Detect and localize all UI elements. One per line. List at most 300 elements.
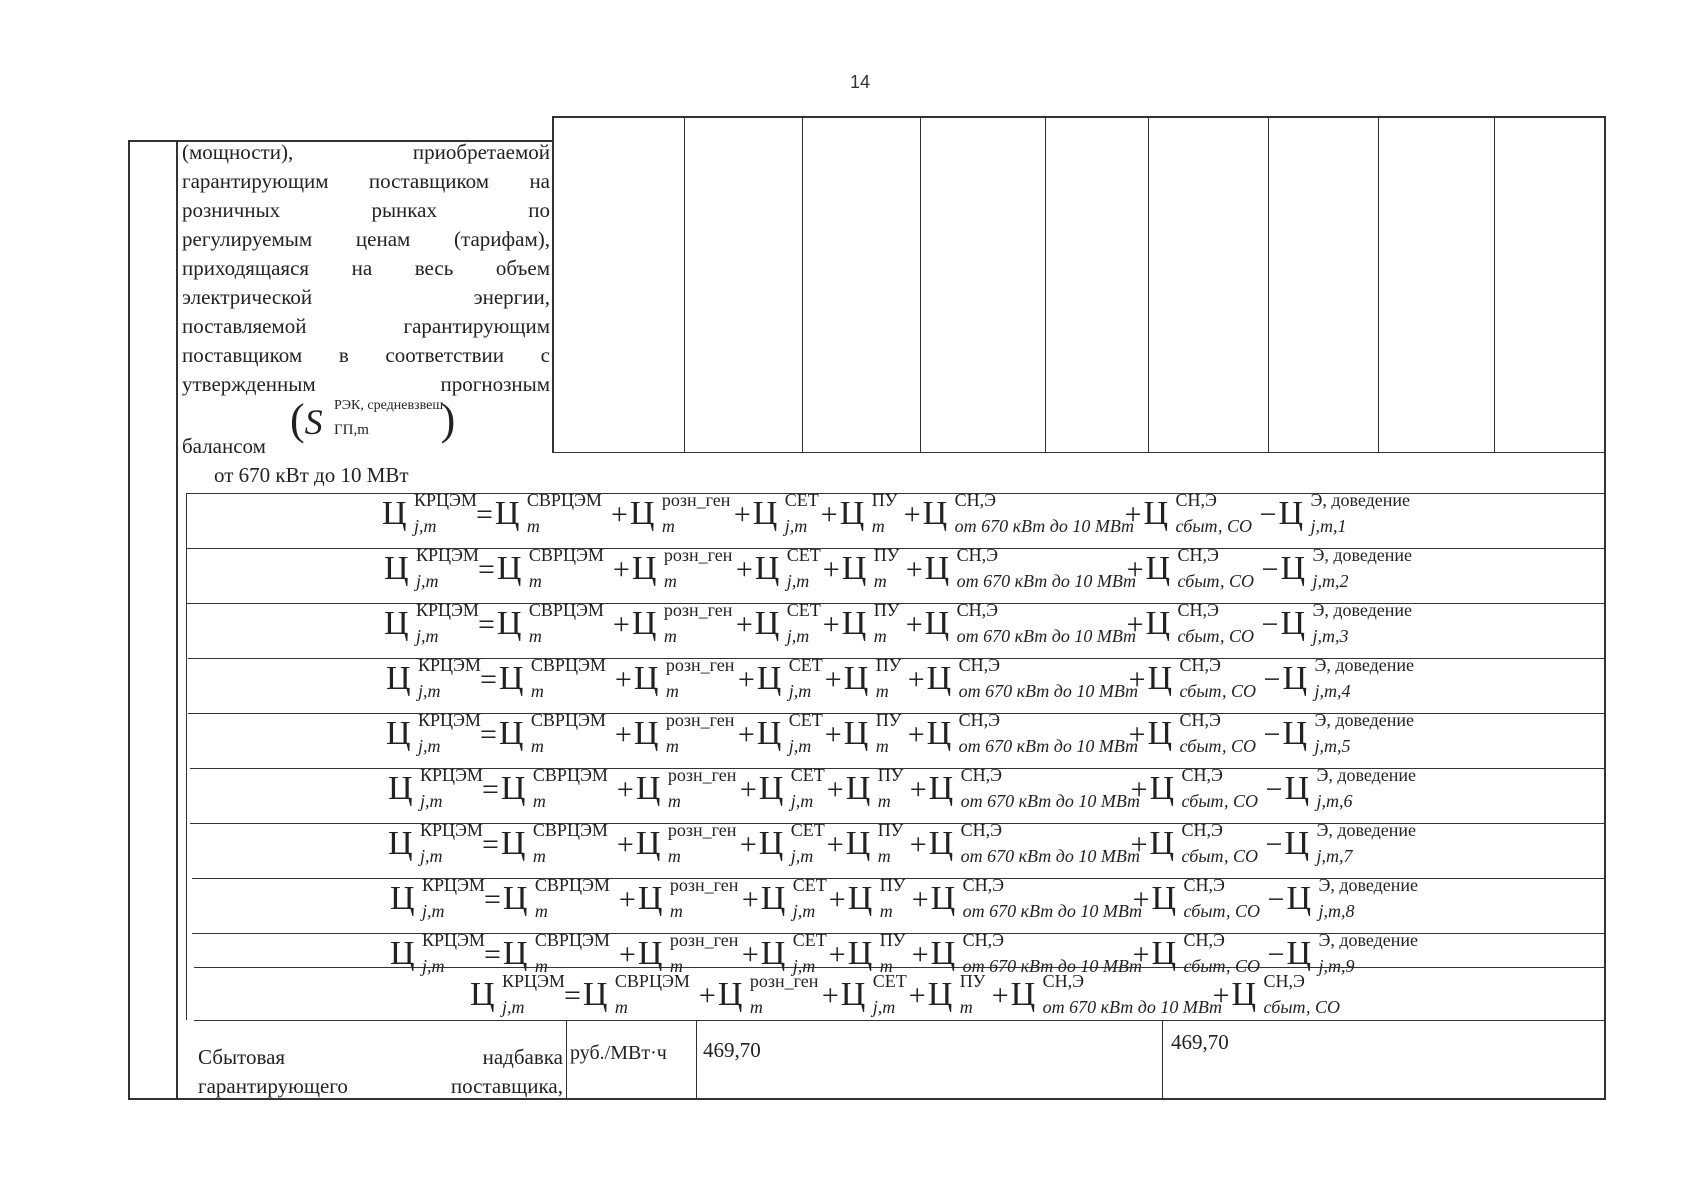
term-dovedenie-base: Ц (1278, 495, 1304, 532)
term-sn-e-base: Ц (924, 550, 950, 587)
formula-row (390, 930, 1419, 976)
term-dovedenie-sup: Э, доведение (1318, 875, 1419, 895)
term-pu-sup: ПУ (959, 971, 986, 991)
plus-sign: + (909, 773, 927, 806)
lhs-term-sub: j,m (422, 901, 445, 921)
term-svrcem (498, 710, 606, 756)
term-pu-sub: m (873, 571, 887, 591)
plus-sign: + (824, 663, 842, 696)
subhead: от 670 кВт до 10 МВт (214, 463, 409, 487)
term-svrcem-sub: m (530, 736, 544, 756)
term-sn-e-base: Ц (928, 825, 954, 862)
term-rozn-gen (635, 765, 737, 811)
plus-sign: + (612, 608, 630, 641)
term-svrcem-sup: СВРЦЭМ (534, 930, 610, 950)
plus-sign: + (616, 828, 634, 861)
formula-row (382, 490, 1411, 536)
term-sbyt-so (1145, 600, 1254, 646)
plus-sign: + (737, 718, 755, 751)
term-svrcem-sub: m (534, 956, 548, 976)
term-svrcem-sub: m (532, 791, 546, 811)
lhs-term-base: Ц (382, 495, 407, 532)
term-dovedenie-base: Ц (1286, 935, 1312, 972)
term-sn-e-sup: СН,Э (962, 930, 1004, 950)
term-rozn-gen-base: Ц (633, 660, 659, 697)
term-svrcem-sub: m (534, 901, 548, 921)
term-dovedenie-sub: j,m,8 (1318, 901, 1355, 921)
plus-sign: + (911, 883, 929, 916)
term-pu-base: Ц (847, 880, 873, 917)
term-rozn-gen (633, 655, 735, 701)
term-sbyt-so (1231, 971, 1340, 1017)
term-pu-base: Ц (839, 495, 865, 532)
term-pu (843, 655, 902, 701)
term-pu-base: Ц (843, 715, 869, 752)
description-line: электрической энергии, (182, 285, 550, 309)
plus-sign: + (1128, 663, 1146, 696)
term-sn-e-base: Ц (930, 935, 956, 972)
lhs-term-base: Ц (384, 550, 409, 587)
term-sbyt-so-sub: сбыт, СО (1177, 626, 1254, 646)
plus-sign: + (909, 828, 927, 861)
term-rozn-gen-base: Ц (635, 825, 661, 862)
term-set-sup: СЕТ (788, 710, 823, 730)
term-rozn-gen-sup: розн_ген (749, 971, 819, 991)
plus-sign: + (1130, 773, 1148, 806)
term-set-sup: СЕТ (786, 545, 821, 565)
term-dovedenie (1278, 490, 1411, 536)
term-svrcem-sup: СВРЦЭМ (528, 545, 604, 565)
term-rozn-gen-base: Ц (631, 550, 657, 587)
term-set (758, 765, 825, 811)
plus-sign: + (907, 718, 925, 751)
plus-sign: + (1126, 608, 1144, 641)
term-rozn-gen-base: Ц (631, 605, 657, 642)
term-set-sup: СЕТ (872, 971, 907, 991)
term-rozn-gen (631, 545, 733, 591)
term-svrcem (496, 545, 604, 591)
term-sn-e-sup: СН,Э (960, 765, 1002, 785)
plus-sign: + (828, 938, 846, 971)
lhs-term-base: Ц (386, 715, 411, 752)
plus-sign: + (1132, 938, 1150, 971)
term-pu-base: Ц (841, 550, 867, 587)
term-pu-sup: ПУ (873, 545, 900, 565)
term-rozn-gen-sub: m (667, 846, 681, 866)
term-rozn-gen-sub: m (665, 681, 679, 701)
term-sbyt-so-sup: СН,Э (1181, 820, 1223, 840)
plus-sign: + (614, 718, 632, 751)
term-dovedenie-sup: Э, доведение (1316, 765, 1417, 785)
term-sbyt-so-sup: СН,Э (1179, 710, 1221, 730)
term-dovedenie-base: Ц (1286, 880, 1312, 917)
term-set-sup: СЕТ (784, 490, 819, 510)
term-svrcem-sup: СВРЦЭМ (526, 490, 602, 510)
term-sn-e (926, 655, 1139, 701)
term-rozn-gen-sub: m (663, 626, 677, 646)
term-sn-e (926, 710, 1139, 756)
plus-sign: + (741, 883, 759, 916)
term-svrcem-sup: СВРЦЭМ (614, 971, 690, 991)
term-svrcem (500, 765, 608, 811)
term-sbyt-so (1143, 490, 1252, 536)
last-row-label-line: Сбытовая надбавка (198, 1045, 563, 1069)
term-sn-e-sup: СН,Э (958, 655, 1000, 675)
term-rozn-gen-base: Ц (635, 770, 661, 807)
term-rozn-gen (717, 971, 819, 1017)
plus-sign: + (1124, 498, 1142, 531)
term-set-sub: j,m (792, 901, 816, 921)
term-sbyt-so-sup: СН,Э (1177, 545, 1219, 565)
plus-sign: + (908, 979, 926, 1012)
term-sn-e-sup: СН,Э (960, 820, 1002, 840)
lhs-term-sup: КРЦЭМ (420, 820, 483, 840)
term-pu-sup: ПУ (875, 710, 902, 730)
term-set-sub: j,m (792, 956, 816, 976)
lhs-term (470, 971, 565, 1017)
term-svrcem-sub: m (530, 681, 544, 701)
term-svrcem (500, 820, 608, 866)
lhs-term-sup: КРЦЭМ (418, 710, 481, 730)
term-dovedenie-sup: Э, доведение (1314, 710, 1415, 730)
term-sbyt-so-sup: СН,Э (1177, 600, 1219, 620)
lhs-term-sub: j,m (502, 997, 525, 1017)
lhs-term-sub: j,m (420, 791, 443, 811)
term-sn-e-sub: от 670 кВт до 10 МВт (960, 791, 1141, 811)
formula-row (470, 971, 1348, 1017)
balance-word: балансом (182, 434, 266, 458)
plus-sign: + (610, 498, 628, 531)
term-sn-e-sup: СН,Э (956, 600, 998, 620)
term-rozn-gen-sup: розн_ген (669, 930, 739, 950)
term-set-base: Ц (754, 550, 780, 587)
term-sn-e-base: Ц (930, 880, 956, 917)
term-pu (847, 930, 906, 976)
equals-sign: = (482, 773, 499, 806)
lhs-term-sup: КРЦЭМ (422, 930, 485, 950)
term-sn-e-sub: от 670 кВт до 10 МВт (962, 956, 1143, 976)
term-rozn-gen-sup: розн_ген (669, 875, 739, 895)
term-pu-sup: ПУ (879, 875, 906, 895)
term-pu-sup: ПУ (879, 930, 906, 950)
plus-sign: + (820, 498, 838, 531)
term-set-sub: j,m (784, 516, 808, 536)
term-pu-base: Ц (841, 605, 867, 642)
minus-sign: − (1259, 498, 1277, 531)
term-dovedenie-sub: j,m,4 (1314, 681, 1351, 701)
term-svrcem-sup: СВРЦЭМ (532, 820, 608, 840)
term-dovedenie (1284, 765, 1417, 811)
term-sbyt-so-sup: СН,Э (1181, 765, 1223, 785)
term-svrcem-base: Ц (496, 605, 522, 642)
term-svrcem (582, 971, 690, 1017)
term-pu (843, 710, 902, 756)
lhs-term-sub: j,m (414, 516, 437, 536)
term-svrcem-sub: m (614, 997, 628, 1017)
plus-sign: + (739, 773, 757, 806)
term-dovedenie (1280, 600, 1413, 646)
minus-sign: − (1265, 828, 1283, 861)
term-dovedenie-sub: j,m,1 (1310, 516, 1347, 536)
value-cell-1: 469,70 (703, 1038, 761, 1062)
term-set (754, 600, 821, 646)
term-rozn-gen-base: Ц (717, 976, 743, 1013)
plus-sign: + (616, 773, 634, 806)
lhs-term-sup: КРЦЭМ (422, 875, 485, 895)
term-svrcem-base: Ц (502, 880, 528, 917)
term-svrcem (498, 655, 606, 701)
term-dovedenie-sup: Э, доведение (1312, 600, 1413, 620)
term-dovedenie (1286, 930, 1419, 976)
description-line: поставщиком в соответствии с (182, 343, 550, 367)
term-svrcem (496, 600, 604, 646)
term-sn-e-sub: от 670 кВт до 10 МВт (1042, 997, 1223, 1017)
term-sbyt-so-sub: сбыт, СО (1179, 681, 1256, 701)
minus-sign: − (1261, 608, 1279, 641)
term-rozn-gen (633, 710, 735, 756)
term-svrcem-sup: СВРЦЭМ (532, 765, 608, 785)
balance-symbol-base: S (304, 402, 323, 442)
term-sbyt-so-sub: сбыт, СО (1179, 736, 1256, 756)
term-sn-e-sup: СН,Э (954, 490, 996, 510)
term-pu (927, 971, 986, 1017)
plus-sign: + (821, 979, 839, 1012)
term-set (756, 655, 823, 701)
minus-sign: − (1263, 718, 1281, 751)
plus-sign: + (735, 608, 753, 641)
equals-sign: = (478, 553, 495, 586)
plus-sign: + (737, 663, 755, 696)
term-sn-e-sub: от 670 кВт до 10 МВт (954, 516, 1135, 536)
lhs-term-sub: j,m (418, 736, 441, 756)
formula-row (388, 765, 1417, 811)
plus-sign: + (903, 498, 921, 531)
lhs-term (390, 875, 485, 921)
term-pu-base: Ц (843, 660, 869, 697)
term-pu-sub: m (959, 997, 973, 1017)
lhs-term-sup: КРЦЭМ (416, 545, 479, 565)
term-sn-e (928, 765, 1141, 811)
term-sn-e (928, 820, 1141, 866)
term-pu-sub: m (875, 681, 889, 701)
description-line: утвержденным прогнозным (182, 372, 550, 396)
term-sbyt-so-sub: сбыт, СО (1183, 956, 1260, 976)
term-dovedenie-sub: j,m,9 (1318, 956, 1355, 976)
plus-sign: + (828, 883, 846, 916)
term-rozn-gen-base: Ц (633, 715, 659, 752)
term-sbyt-so (1149, 765, 1258, 811)
term-rozn-gen-sup: розн_ген (663, 545, 733, 565)
term-dovedenie-sup: Э, доведение (1316, 820, 1417, 840)
term-sn-e-sub: от 670 кВт до 10 МВт (958, 736, 1139, 756)
minus-sign: − (1267, 938, 1285, 971)
lhs-term-sub: j,m (422, 956, 445, 976)
term-sbyt-so-sup: СН,Э (1263, 971, 1305, 991)
term-sbyt-so-base: Ц (1231, 976, 1257, 1013)
term-sbyt-so-base: Ц (1143, 495, 1169, 532)
term-rozn-gen (637, 930, 739, 976)
lhs-term (388, 765, 483, 811)
term-sbyt-so-base: Ц (1149, 825, 1175, 862)
equals-sign: = (484, 938, 501, 971)
term-sn-e (924, 600, 1137, 646)
term-sbyt-so-base: Ц (1145, 605, 1171, 642)
term-pu (845, 820, 904, 866)
term-sbyt-so-sup: СН,Э (1183, 930, 1225, 950)
term-pu (847, 875, 906, 921)
term-svrcem-base: Ц (496, 550, 522, 587)
term-dovedenie-sub: j,m,7 (1316, 846, 1353, 866)
term-set-sup: СЕТ (790, 765, 825, 785)
term-sbyt-so-base: Ц (1149, 770, 1175, 807)
term-rozn-gen (635, 820, 737, 866)
term-dovedenie-sup: Э, доведение (1314, 655, 1415, 675)
term-dovedenie (1286, 875, 1419, 921)
term-dovedenie-sup: Э, доведение (1318, 930, 1419, 950)
plus-sign: + (907, 663, 925, 696)
term-dovedenie-sup: Э, доведение (1310, 490, 1411, 510)
plus-sign: + (1132, 883, 1150, 916)
term-sbyt-so-base: Ц (1151, 935, 1177, 972)
term-svrcem-sub: m (528, 626, 542, 646)
plus-sign: + (911, 938, 929, 971)
plus-sign: + (618, 938, 636, 971)
term-svrcem-sub: m (526, 516, 540, 536)
term-sn-e-sup: СН,Э (956, 545, 998, 565)
plus-sign: + (822, 608, 840, 641)
plus-sign: + (618, 883, 636, 916)
plus-sign: + (733, 498, 751, 531)
equals-sign: = (482, 828, 499, 861)
lhs-term (386, 710, 481, 756)
term-dovedenie (1280, 545, 1413, 591)
term-pu-sup: ПУ (871, 490, 898, 510)
term-svrcem-base: Ц (498, 660, 524, 697)
lhs-term-sub: j,m (416, 571, 439, 591)
term-svrcem-base: Ц (502, 935, 528, 972)
lhs-term-base: Ц (384, 605, 409, 642)
term-dovedenie-base: Ц (1284, 825, 1310, 862)
term-svrcem-base: Ц (500, 770, 526, 807)
term-svrcem-sub: m (532, 846, 546, 866)
plus-sign: + (905, 553, 923, 586)
term-sn-e-base: Ц (928, 770, 954, 807)
term-sn-e-sup: СН,Э (962, 875, 1004, 895)
equals-sign: = (476, 498, 493, 531)
term-pu-sub: m (879, 901, 893, 921)
lhs-term-base: Ц (390, 880, 415, 917)
term-rozn-gen-sub: m (749, 997, 763, 1017)
term-svrcem (502, 930, 610, 976)
term-sbyt-so-sup: СН,Э (1179, 655, 1221, 675)
term-set-base: Ц (752, 495, 778, 532)
lhs-term-sup: КРЦЭМ (420, 765, 483, 785)
term-dovedenie-sub: j,m,3 (1312, 626, 1349, 646)
unit-cell: руб./МВт·ч (570, 1042, 667, 1064)
term-rozn-gen-sup: розн_ген (661, 490, 731, 510)
term-set-sub: j,m (790, 846, 814, 866)
term-set (760, 875, 827, 921)
term-set-sup: СЕТ (786, 600, 821, 620)
term-sn-e (1010, 971, 1223, 1017)
formula-row (388, 820, 1417, 866)
term-rozn-gen-base: Ц (637, 935, 663, 972)
term-set-sub: j,m (788, 736, 812, 756)
minus-sign: − (1261, 553, 1279, 586)
term-dovedenie-base: Ц (1282, 660, 1308, 697)
term-dovedenie-base: Ц (1280, 605, 1306, 642)
term-sn-e-sup: СН,Э (958, 710, 1000, 730)
term-pu-sub: m (875, 736, 889, 756)
term-sbyt-so-sub: сбыт, СО (1175, 516, 1252, 536)
lhs-term (390, 930, 485, 976)
term-pu-base: Ц (927, 976, 953, 1013)
term-pu-sub: m (879, 956, 893, 976)
term-dovedenie-sub: j,m,5 (1314, 736, 1351, 756)
term-svrcem-sup: СВРЦЭМ (530, 710, 606, 730)
term-rozn-gen (631, 600, 733, 646)
term-set-sup: СЕТ (792, 875, 827, 895)
formula-row (386, 655, 1415, 701)
term-set-base: Ц (758, 825, 784, 862)
term-rozn-gen-sub: m (667, 791, 681, 811)
description-line: гарантирующим поставщиком на (182, 169, 550, 193)
term-sbyt-so-base: Ц (1147, 660, 1173, 697)
formula-row (384, 600, 1413, 646)
term-dovedenie-sup: Э, доведение (1312, 545, 1413, 565)
term-sn-e (930, 930, 1143, 976)
term-set-base: Ц (756, 660, 782, 697)
equals-sign: = (480, 663, 497, 696)
plus-sign: + (826, 773, 844, 806)
term-sn-e (924, 545, 1137, 591)
term-set (758, 820, 825, 866)
lhs-term-sup: КРЦЭМ (502, 971, 565, 991)
term-svrcem (502, 875, 610, 921)
last-row-label-line: гарантирующего поставщика, (198, 1074, 563, 1098)
term-set-base: Ц (760, 935, 786, 972)
term-svrcem (494, 490, 602, 536)
term-set-base: Ц (758, 770, 784, 807)
term-pu-sup: ПУ (877, 820, 904, 840)
term-sn-e-base: Ц (926, 660, 952, 697)
term-set-sup: СЕТ (788, 655, 823, 675)
plus-sign: + (698, 979, 716, 1012)
term-pu (845, 765, 904, 811)
term-set-sub: j,m (786, 571, 810, 591)
term-dovedenie-base: Ц (1284, 770, 1310, 807)
description-line: поставляемой гарантирующим (182, 314, 550, 338)
term-rozn-gen-sub: m (669, 901, 683, 921)
term-pu-sup: ПУ (877, 765, 904, 785)
term-sbyt-so-base: Ц (1147, 715, 1173, 752)
term-rozn-gen-sup: розн_ген (665, 655, 735, 675)
balance-symbol-sub: ГП,m (334, 422, 369, 438)
term-pu (841, 600, 900, 646)
term-pu-sub: m (877, 846, 891, 866)
term-set-sub: j,m (788, 681, 812, 701)
equals-sign: = (484, 883, 501, 916)
term-sbyt-so (1145, 545, 1254, 591)
term-rozn-gen (637, 875, 739, 921)
term-sbyt-so (1151, 875, 1260, 921)
equals-sign: = (564, 979, 581, 1012)
lhs-term (384, 600, 479, 646)
plus-sign: + (822, 553, 840, 586)
equals-sign: = (478, 608, 495, 641)
term-set-sub: j,m (872, 997, 896, 1017)
term-rozn-gen-sub: m (665, 736, 679, 756)
